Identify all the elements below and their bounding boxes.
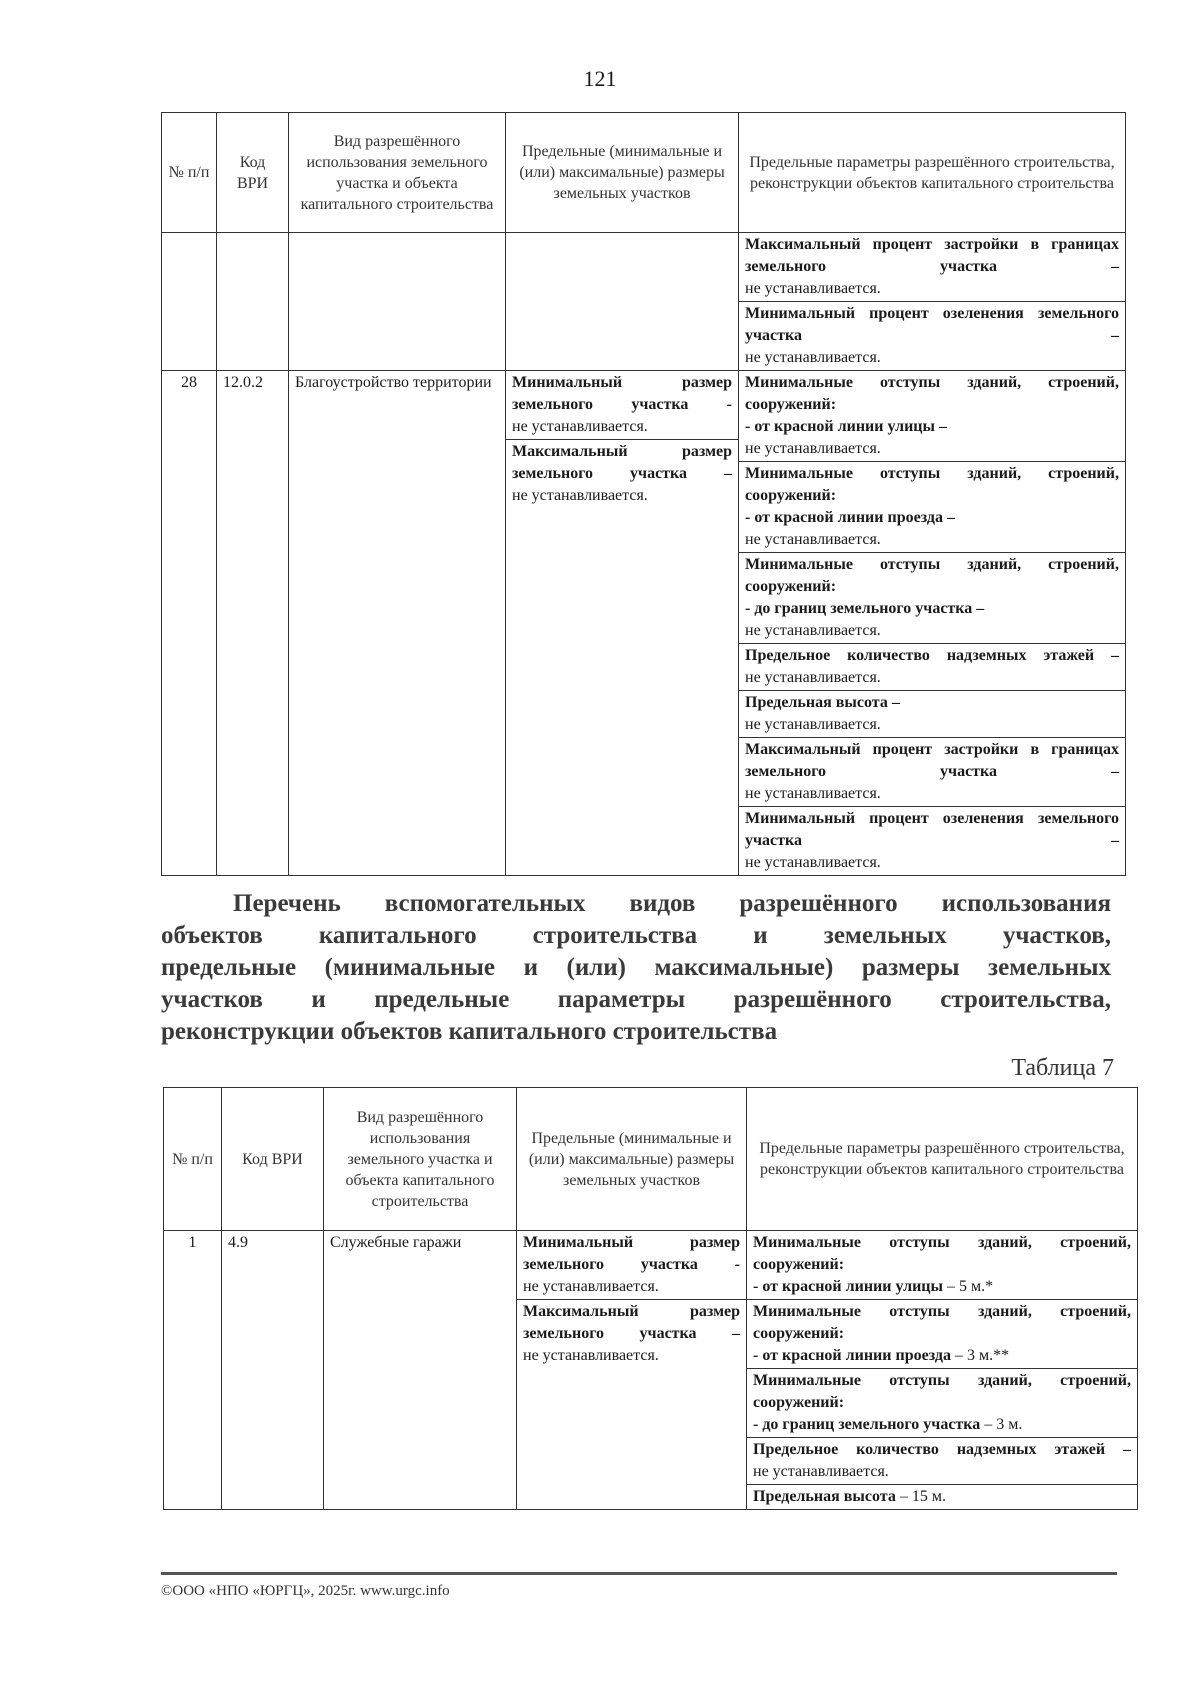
- row-code: 12.0.2: [217, 371, 289, 876]
- table-row: [164, 1231, 1138, 1510]
- param-cell: Предельная высота – 15 м.: [747, 1485, 1137, 1510]
- header-kind: Вид разрешённого использования земельного участка и объекта капитального строительства: [289, 113, 506, 233]
- row-kind: Благоустройство территории: [289, 371, 506, 876]
- param-cell: Минимальные отступы зданий, строений, сооружений: - от красной линии улицы – 5 м.*: [753, 1234, 1131, 1295]
- header-kind: Вид разрешённого использования земельного участка и объекта капитального строительства: [324, 1088, 517, 1231]
- size-min-cell: Минимальный размер земельного участка - не устанавливается.: [512, 374, 732, 435]
- heading-line: объектов капитального строительства и земельных участков,: [161, 922, 1111, 949]
- header-num: № п/п: [162, 113, 217, 233]
- param-cell: Предельное количество надземных этажей – не устанавливается.: [747, 1438, 1137, 1485]
- table-row: [162, 371, 1126, 876]
- footer-divider: [161, 1572, 1117, 1575]
- heading-line: предельные (минимальные и (или) максимальные) размеры земельных: [161, 954, 1111, 981]
- size-min-cell: Минимальный размер земельного участка - не устанавливается.: [523, 1234, 740, 1295]
- size-max-cell: Максимальный размер земельного участка – не устанавливается.: [506, 440, 738, 509]
- section-heading: [161, 888, 1111, 1048]
- footer-copyright: ©ООО «НПО «ЮРГЦ», 2025г. www.urgc.info: [161, 1583, 450, 1599]
- heading-line: участков и предельные параметры разрешённого строительства,: [161, 986, 1111, 1013]
- param-cell: Максимальный процент застройки в границах земельного участка – не устанавливается.: [745, 236, 1119, 297]
- row-code: 4.9: [222, 1231, 324, 1510]
- param-cell: Минимальный процент озеленения земельного участка – не устанавливается.: [739, 807, 1125, 876]
- row-kind: Служебные гаражи: [324, 1231, 517, 1510]
- param-cell: Предельное количество надземных этажей – не устанавливается.: [739, 644, 1125, 691]
- zoning-table-main: [161, 112, 1126, 876]
- param-cell: Минимальные отступы зданий, строений, сооружений: - от красной линии улицы – не устанавливается.: [745, 374, 1119, 457]
- header-num: № п/п: [164, 1088, 222, 1231]
- param-cell: Минимальный процент озеленения земельного участка – не устанавливается.: [739, 302, 1125, 371]
- row-num: 28: [162, 371, 217, 876]
- heading-line: Перечень вспомогательных видов разрешённого использования: [233, 890, 1111, 917]
- param-cell: Минимальные отступы зданий, строений, сооружений: - до границ земельного участка – не устанавливается.: [739, 553, 1125, 644]
- param-cell: Максимальный процент застройки в границах земельного участка – не устанавливается.: [739, 738, 1125, 807]
- header-code: Код ВРИ: [217, 113, 289, 233]
- header-params: Предельные параметры разрешённого строительства, реконструкции объектов капитального строительства: [739, 113, 1126, 233]
- heading-line: реконструкции объектов капитального строительства: [161, 1018, 778, 1045]
- param-cell: Минимальные отступы зданий, строений, сооружений: - до границ земельного участка – 3 м.: [747, 1369, 1137, 1438]
- param-cell: Предельная высота – не устанавливается.: [739, 691, 1125, 738]
- header-size: Предельные (минимальные и (или) максимальные) размеры земельных участков: [506, 113, 739, 233]
- row-num: 1: [164, 1231, 222, 1510]
- zoning-table-auxiliary: [163, 1087, 1138, 1510]
- param-cell: Минимальные отступы зданий, строений, сооружений: - от красной линии проезда – 3 м.**: [747, 1300, 1137, 1369]
- header-size: Предельные (минимальные и (или) максимальные) размеры земельных участков: [517, 1088, 747, 1231]
- header-code: Код ВРИ: [222, 1088, 324, 1231]
- table-row: [162, 233, 1126, 371]
- size-max-cell: Максимальный размер земельного участка – не устанавливается.: [517, 1300, 746, 1369]
- table-caption: Таблица 7: [1011, 1055, 1114, 1081]
- param-cell: Минимальные отступы зданий, строений, сооружений: - от красной линии проезда – не устанавливается.: [739, 462, 1125, 553]
- header-params: Предельные параметры разрешённого строительства, реконструкции объектов капитального строительства: [747, 1088, 1138, 1231]
- page-number: 121: [583, 66, 617, 91]
